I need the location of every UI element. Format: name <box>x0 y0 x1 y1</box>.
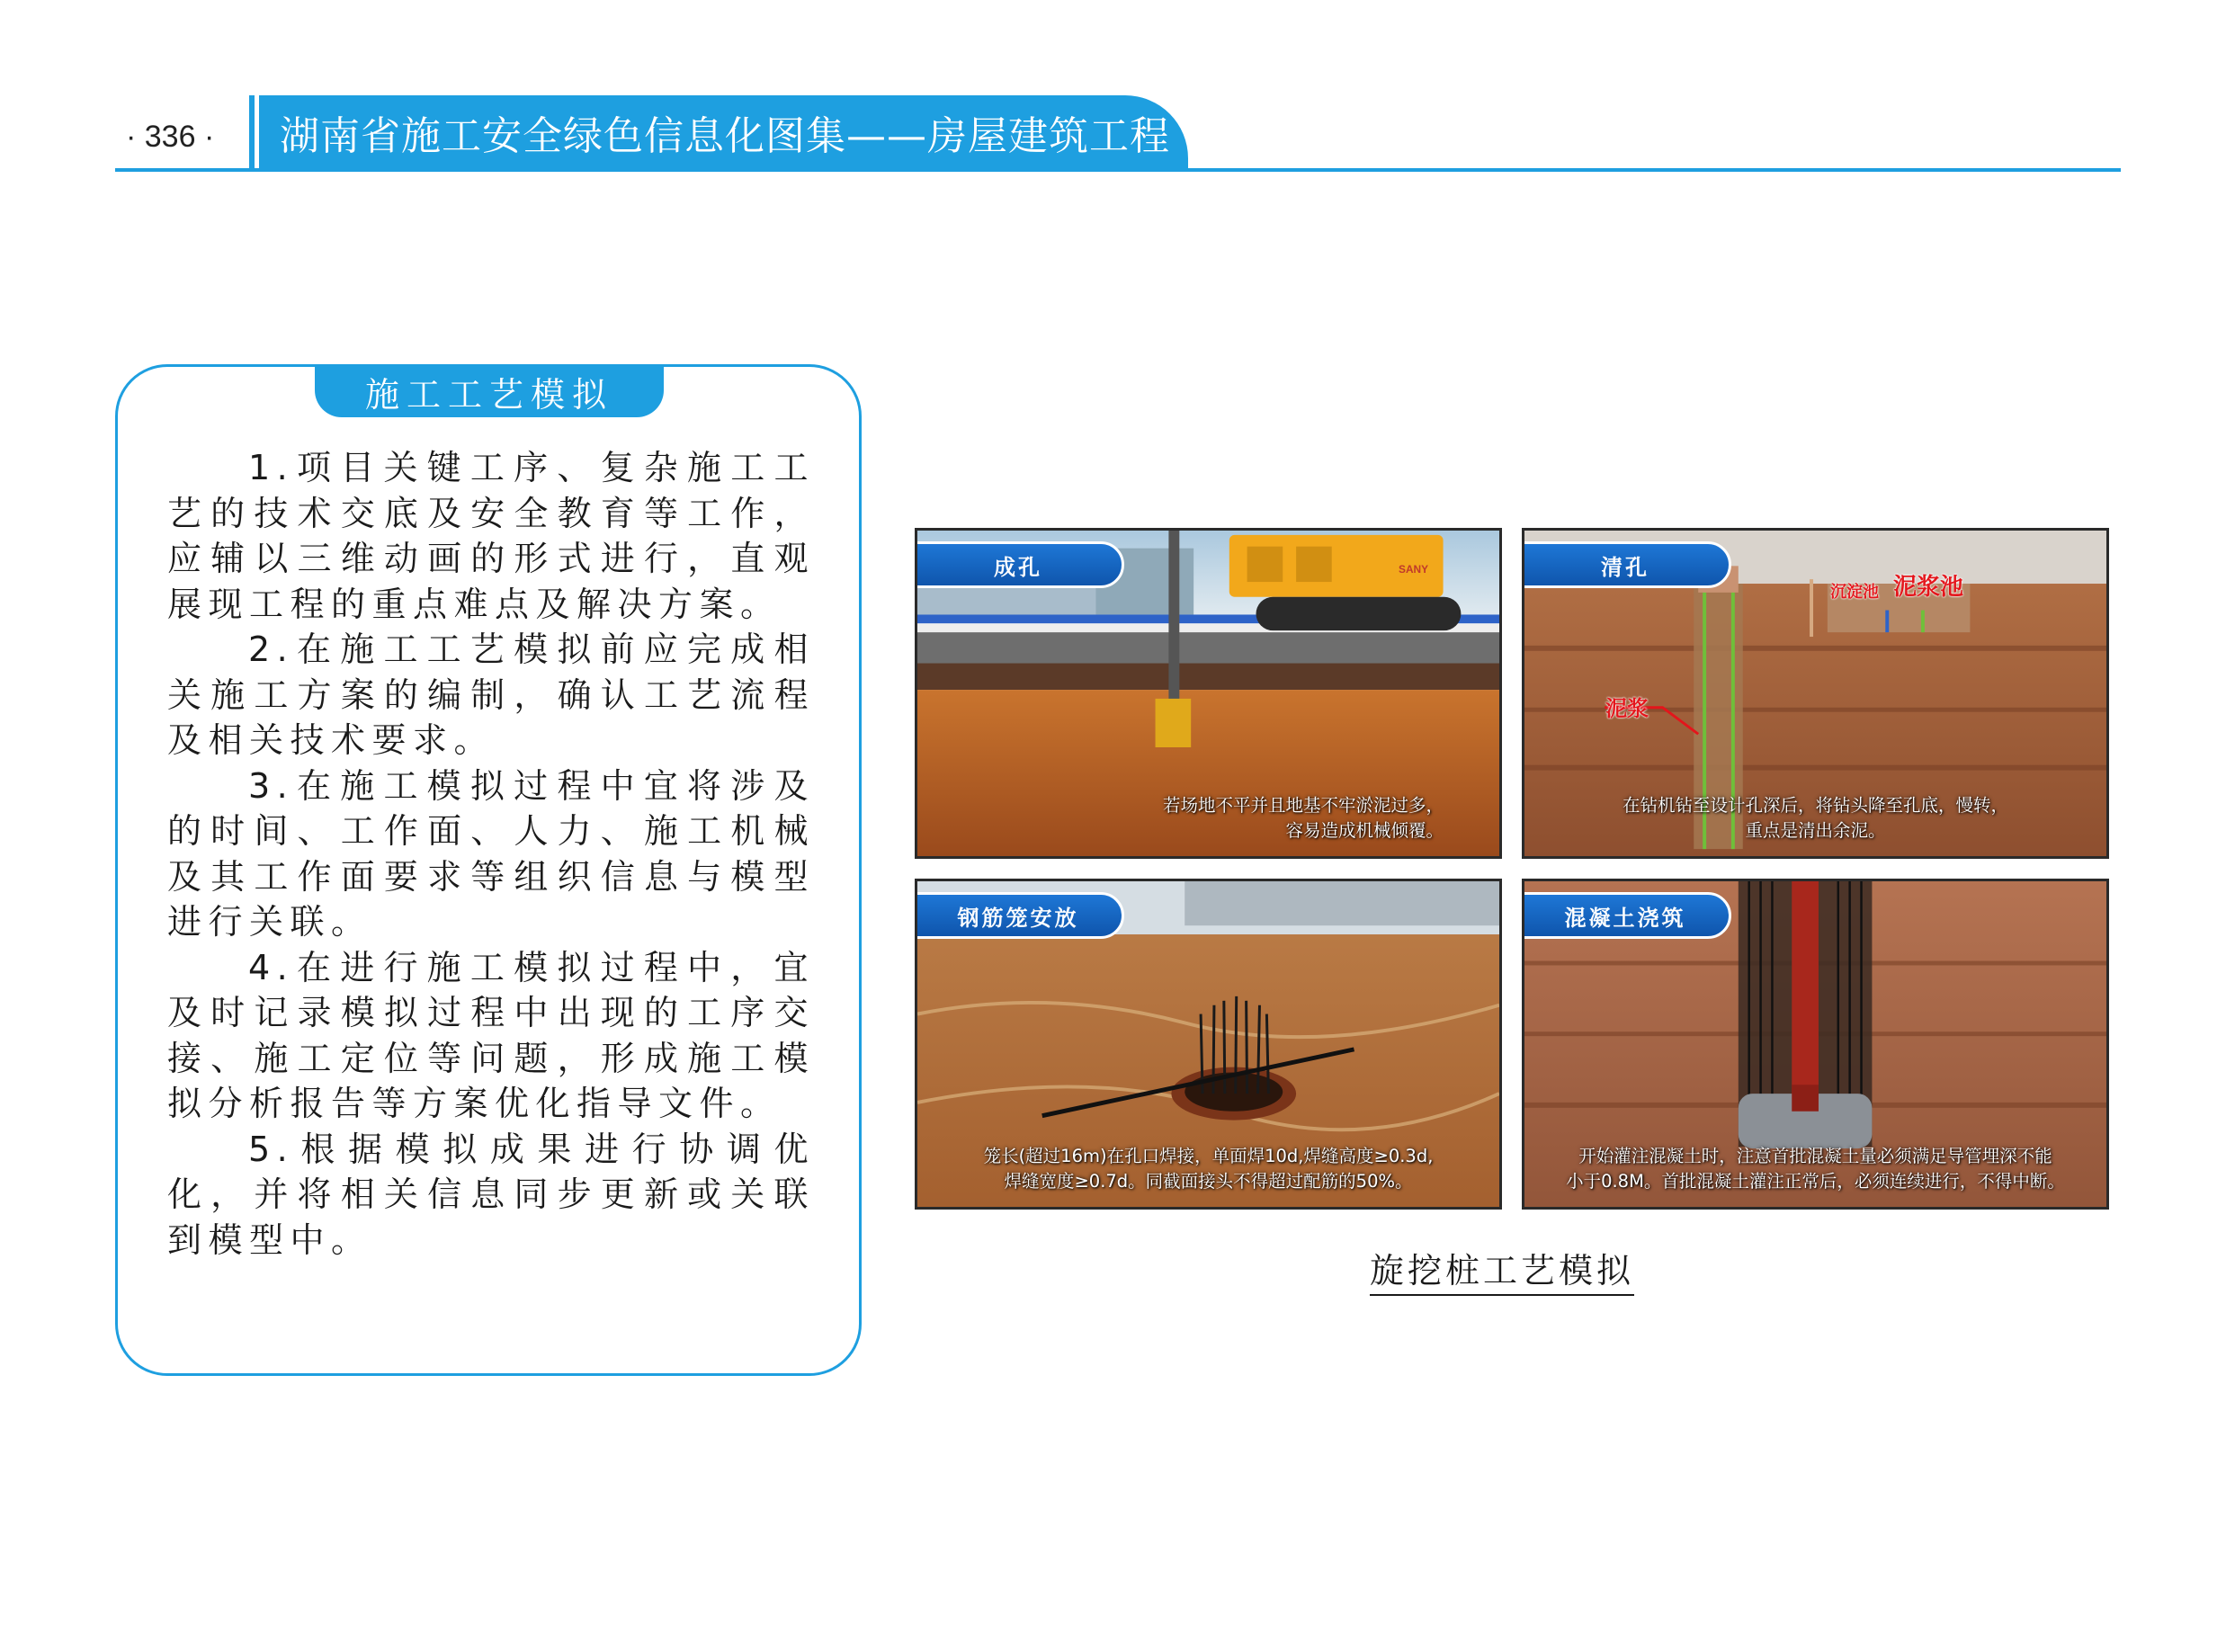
caption-line: 在钻机钻至设计孔深后，将钻头降至孔底，慢转， <box>1622 795 2008 816</box>
caption-line: 容易造成机械倾覆。 <box>1285 820 1444 841</box>
page-number: · 336 · <box>126 120 215 154</box>
header-accent-bar <box>249 95 255 169</box>
paragraph-2: 2.在施工工艺模拟前应完成相关施工方案的编制，确认工艺流程及相关技术要求。 <box>167 630 815 760</box>
paragraph-3: 3.在施工模拟过程中宜将涉及的时间、工作面、人力、施工机械及其工作面要求等组织信息与模型进行关联。 <box>167 765 815 942</box>
panel-label-badge <box>915 541 1124 588</box>
panel-label-badge <box>1522 541 1731 588</box>
panel-label: 成孔 <box>994 554 1042 580</box>
panel-caption <box>1544 793 2087 844</box>
panel-label: 清孔 <box>1601 554 1649 580</box>
figure-caption: 旋挖桩工艺模拟 <box>1370 1243 1634 1296</box>
panel-caption <box>937 1144 1480 1194</box>
annotation-settling-pit: 沉淀池 <box>1830 583 1879 602</box>
caption-line: 焊缝宽度≥0.7d。同截面接头不得超过配筋的50%。 <box>1004 1171 1413 1192</box>
caption-line: 若场地不平并且地基不牢淤泥过多， <box>1162 795 1444 816</box>
panel-hole-cleaning <box>1522 528 2109 859</box>
caption-line: 开始灌注混凝土时，注意首批混凝土量必须满足导管埋深不能 <box>1578 1146 2052 1166</box>
paragraph-4: 4.在进行施工模拟过程中，宜及时记录模拟过程中出现的工序交接、施工定位等问题，形成施工模拟分析报告等方案优化指导文件。 <box>167 947 815 1123</box>
annotation-mud: 泥浆 <box>1605 696 1649 721</box>
machine-brand: SANY <box>1399 563 1429 576</box>
panel-concrete-pouring <box>1522 879 2109 1210</box>
caption-line: 重点是清出余泥。 <box>1745 820 1886 841</box>
header-title-tab <box>262 95 1188 169</box>
header-rule <box>115 168 2121 172</box>
panel-label: 混凝土浇筑 <box>1564 905 1686 931</box>
paragraph-5: 5.根据模拟成果进行协调优化，并将相关信息同步更新或关联到模型中。 <box>167 1129 815 1260</box>
annotation-mud-pit: 泥浆池 <box>1893 574 1964 601</box>
panel-label-badge <box>1522 892 1731 939</box>
caption-line: 笼长(超过16m)在孔口焊接，单面焊10d,焊缝高度≥0.3d, <box>983 1146 1434 1166</box>
panel-label: 钢筋笼安放 <box>957 905 1079 931</box>
header-title: 湖南省施工安全绿色信息化图集——房屋建筑工程 <box>280 113 1170 159</box>
panel-caption <box>937 793 1480 844</box>
panel-drilling <box>915 528 1502 859</box>
panel-rebar-cage <box>915 879 1502 1210</box>
panel-caption <box>1544 1144 2087 1194</box>
section-title: 施工工艺模拟 <box>364 374 613 415</box>
paragraph-1: 1.项目关键工序、复杂施工工艺的技术交底及安全教育等工作，应辅以三维动画的形式进行，直观展现工程的重点难点及解决方案。 <box>167 448 815 624</box>
caption-line: 小于0.8M。首批混凝土灌注正常后，必须连续进行，不得中断。 <box>1566 1171 2065 1192</box>
section-body <box>167 445 815 1263</box>
section-title-tab <box>315 365 664 417</box>
panel-label-badge <box>915 892 1124 939</box>
